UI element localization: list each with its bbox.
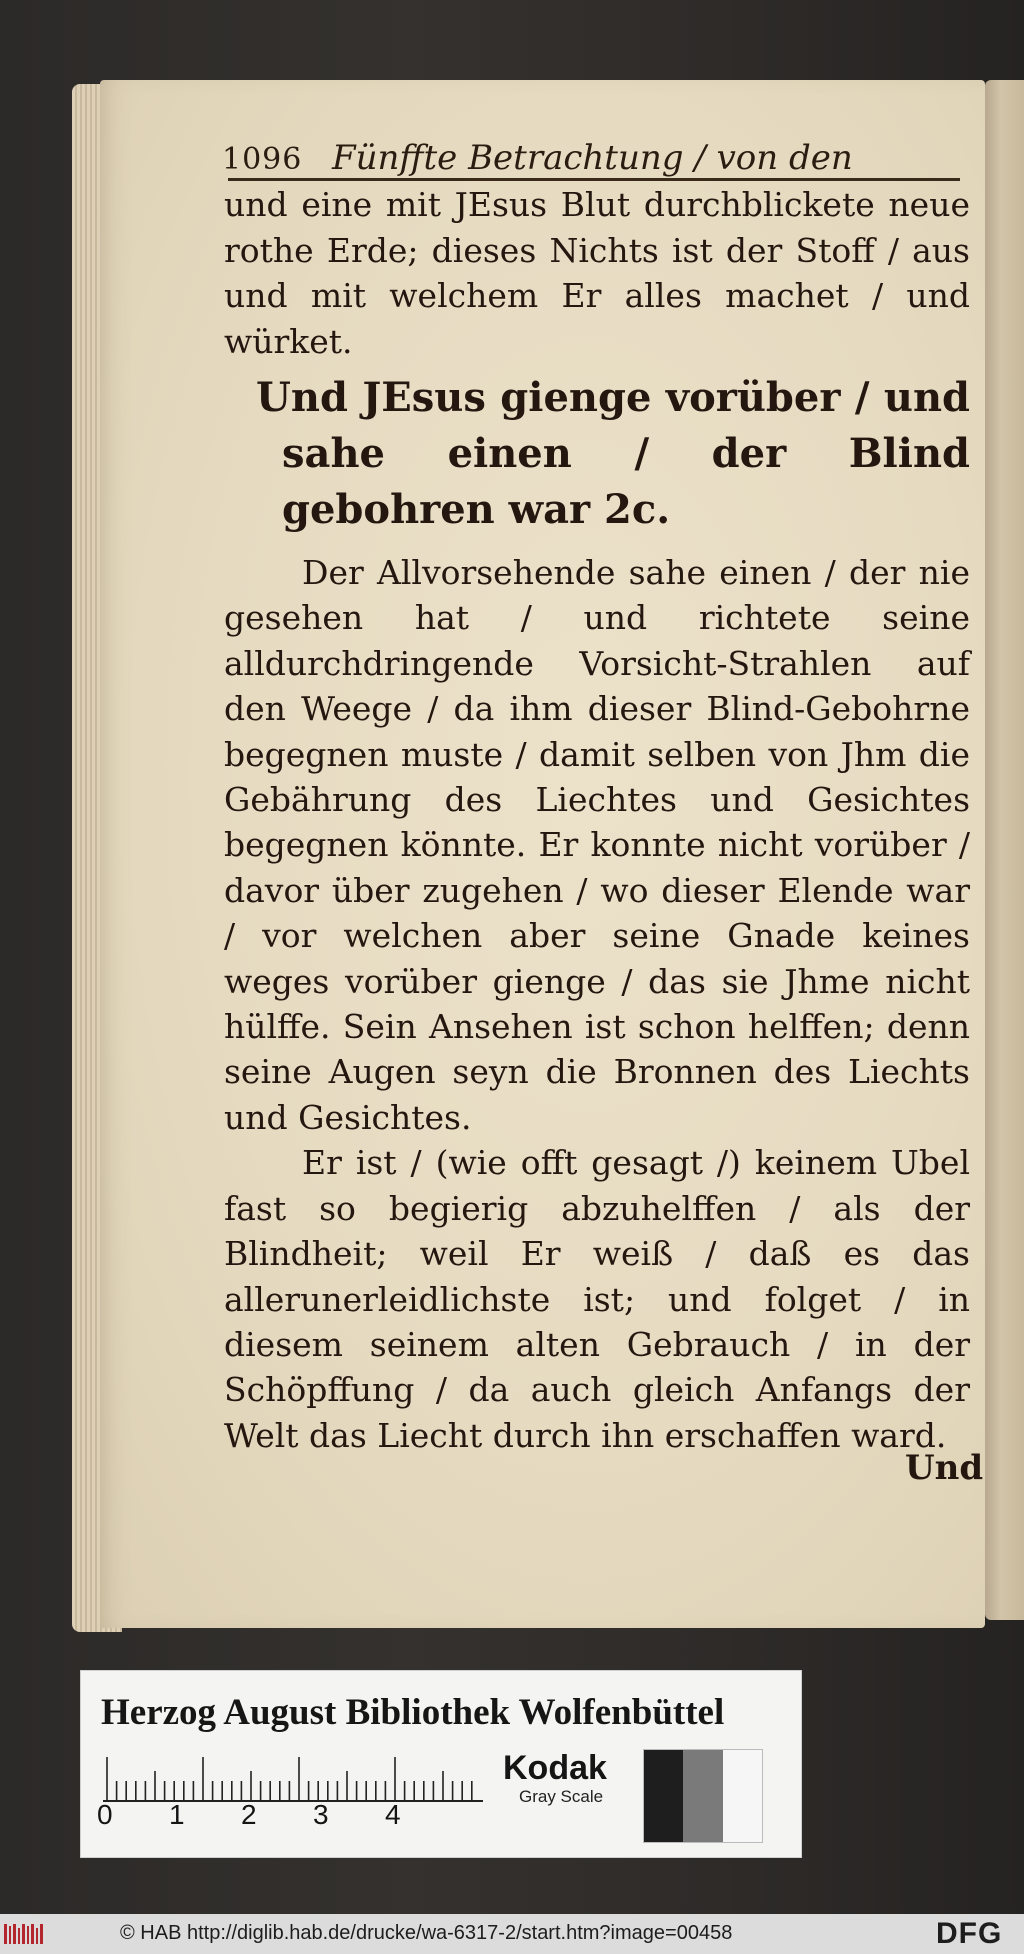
page-number: 1096 xyxy=(222,142,303,177)
ruler-label-0: 0 xyxy=(97,1799,113,1830)
header-title: Fünffte Betrachtung / von den xyxy=(332,138,853,178)
swatch-white xyxy=(723,1750,762,1842)
ruler-label-1: 1 xyxy=(169,1799,185,1830)
paragraph-1: Der Allvorsehende sahe einen / der nie gesehen hat / und richtete seine alldurchdringende Vorsicht-Strahlen auf den Weege / da ihm dieser Blind-Gebohrne begegnen muste / damit selben von Jhm die Gebährung des Liechtes und Gesichtes begegnen könnte. Er konnte nicht vorüber / davor über zugehen / wo dieser Elende war / vor welchen aber seine Gnade keines weges vorüber gienge / das sie Jhme nicht hülffe. Sein Ansehen ist schon helffen; denn seine Augen seyn die Bronnen des Liechts und Gesichtes. xyxy=(224,553,970,1137)
catchword: Und xyxy=(905,1448,984,1488)
swatch-black xyxy=(644,1750,683,1842)
header-rule xyxy=(228,178,960,181)
footer-bar xyxy=(0,1914,1024,1954)
text-block xyxy=(224,182,970,1458)
ruler-scale xyxy=(103,1753,483,1803)
ruler-label-3: 3 xyxy=(313,1799,329,1830)
dfg-logo: DFG xyxy=(936,1917,1003,1950)
gray-swatches xyxy=(643,1749,763,1843)
hab-barcode-logo-icon xyxy=(4,1922,48,1946)
swatch-gray xyxy=(683,1750,722,1842)
bible-verse-heading: Und JEsus gienge vorüber / und sahe einen / der Blind gebohren war 2c. xyxy=(256,374,970,533)
ruler-label-4: 4 xyxy=(385,1799,401,1830)
facing-page-edge xyxy=(985,80,1024,1620)
paragraph-2: Er ist / (wie offt gesagt /) keinem Ubel fast so begierig abzuhelffen / als der Blindheit; weil Er weiß / daß es das allerunerleidlichste ist; und folget / in diesem seinem alten Gebrauch / in der Schöpffung / da auch gleich Anfangs der Welt das Liecht durch ihn erschaffen ward. xyxy=(224,1143,970,1455)
footer-citation-link[interactable]: © HAB http://diglib.hab.de/drucke/wa-6317-2/start.htm?image=00458 xyxy=(120,1922,733,1944)
color-calibration-plate xyxy=(80,1670,802,1858)
continued-paragraph: und eine mit JEsus Blut durchblickete neue rothe Erde; dieses Nichts ist der Stoff / aus und mit welchem Er alles machet / und würket. xyxy=(224,185,970,361)
library-name: Herzog August Bibliothek Wolfenbüttel xyxy=(101,1692,725,1733)
gray-scale-label: Gray Scale xyxy=(519,1787,604,1806)
kodak-logo-text: Kodak xyxy=(503,1749,607,1787)
ruler-label-2: 2 xyxy=(241,1799,257,1830)
running-head xyxy=(222,132,957,180)
